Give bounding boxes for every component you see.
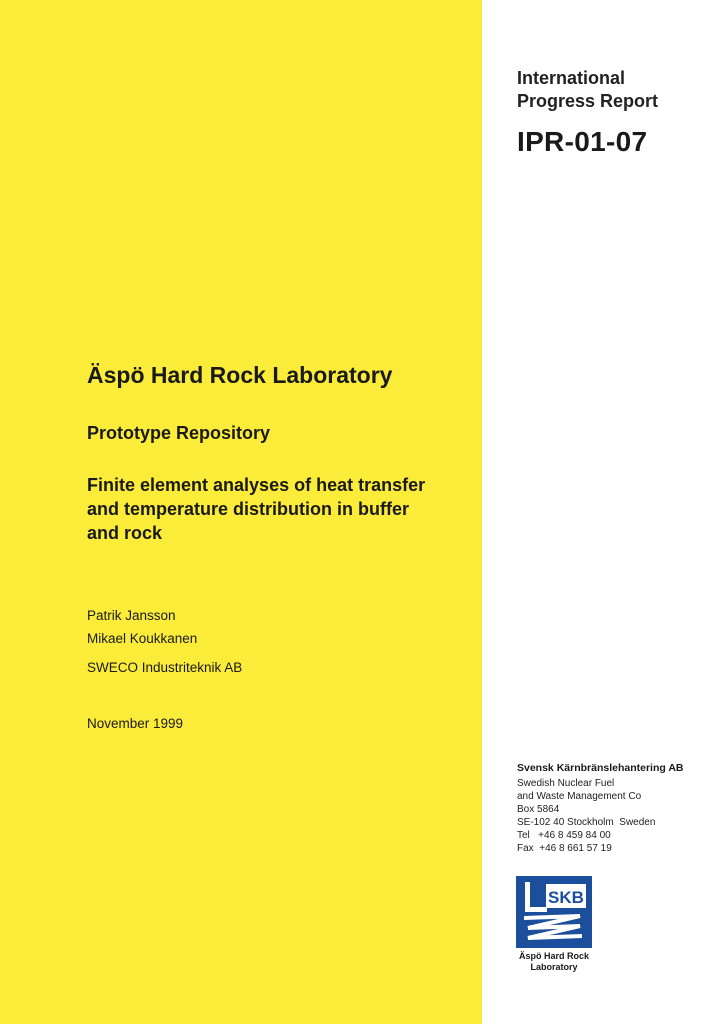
publisher-address-line: SE-102 40 Stockholm Sweden [517,817,656,828]
report-title-line: and temperature distribution in buffer [87,499,410,519]
logo-text: SKB [548,888,584,907]
publisher-block [517,762,717,855]
main-title: Äspö Hard Rock Laboratory [87,362,393,388]
series-label [517,67,717,113]
skb-logo-mark [516,876,592,948]
logo-caption [510,951,598,973]
report-title [87,473,477,545]
series-label-line: Progress Report [517,91,659,111]
report-number: IPR-01-07 [517,126,648,157]
report-title-line: Finite element analyses of heat transfer [87,475,426,495]
publisher-name: Svensk Kärnbränslehantering AB [517,762,684,774]
publisher-address-line: Tel +46 8 459 84 00 [517,830,611,841]
author-affiliation: SWECO Industriteknik AB [87,660,243,675]
author-name: Mikael Koukkanen [87,631,198,646]
skb-logo [516,876,592,948]
author-name: Patrik Jansson [87,608,176,623]
publisher-address-line: Fax +46 8 661 57 19 [517,843,612,854]
publication-date: November 1999 [87,716,184,731]
report-title-line: and rock [87,523,163,543]
publisher-address-line: Swedish Nuclear Fuel [517,778,615,789]
publisher-address-line: and Waste Management Co [517,791,642,802]
series-label-line: International [517,68,626,88]
publisher-address-line: Box 5864 [517,804,560,815]
logo-caption-line: Laboratory [530,962,578,972]
logo-caption-line: Äspö Hard Rock [518,951,589,961]
subtitle: Prototype Repository [87,423,271,443]
